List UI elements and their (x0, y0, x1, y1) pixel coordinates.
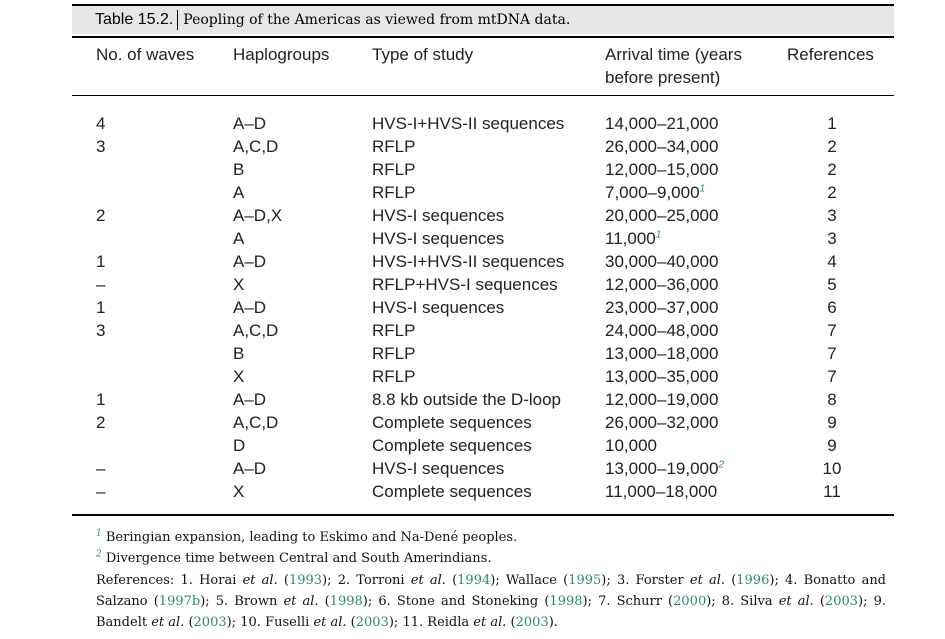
table-row (0, 250, 945, 273)
cell-arrival-text: 7,000–9,000 (605, 183, 700, 202)
cell-haplogroups-text: A,C,D (233, 321, 279, 340)
reference-year-link[interactable]: 2003 (193, 615, 227, 630)
cell-reference (812, 319, 852, 342)
reference-author: Horai (199, 573, 237, 588)
reference-etal: et al. (313, 615, 347, 630)
reference-etal: et al. (778, 594, 814, 609)
footnote-2 (96, 548, 886, 569)
cell-haplogroups-text: X (233, 482, 245, 501)
cell-study (372, 112, 564, 135)
reference-number: 4. (785, 573, 798, 588)
reference-etal: et al. (689, 573, 726, 588)
title-separator (177, 10, 178, 30)
cell-reference (812, 204, 852, 227)
reference-etal: et al. (473, 615, 507, 630)
cell-reference-text: 2 (827, 137, 837, 156)
cell-reference-text: 2 (827, 160, 837, 179)
cell-reference-text: 11 (823, 482, 841, 501)
cell-reference (812, 457, 852, 480)
cell-study (372, 250, 564, 273)
footnote-ref-mark[interactable]: 1 (655, 229, 662, 241)
cell-haplogroups (233, 457, 266, 480)
cell-waves-text: 2 (96, 206, 106, 225)
cell-reference (812, 480, 852, 503)
cell-haplogroups-text: B (233, 160, 245, 179)
table-row (0, 204, 945, 227)
references-list: References: 1. Horai et al. (1993); 2. Torroni et al. (1994); Wallace (1995); 3. Forster et al. (1996); 4. Bonatto and Salzano (1997b); 5. Brown et al. (1998); 6. Stone and Stoneking (1998); 7. Schurr (2000); 8. Silva et al. (2003); 9. Bandelt et al. (2003); 10. Fuselli et al. (2003); 11. Reidla et al. (2003). (96, 573, 887, 630)
cell-reference (812, 296, 852, 319)
cell-haplogroups (233, 480, 244, 503)
cell-waves (96, 411, 105, 434)
cell-arrival-text: 23,000–37,000 (605, 298, 719, 317)
cell-reference-text: 3 (827, 206, 837, 225)
cell-arrival (605, 434, 657, 457)
table-row (0, 158, 945, 181)
table-row (0, 480, 945, 503)
cell-study-text: HVS-I+HVS-II sequences (372, 114, 565, 133)
cell-waves-text: 3 (96, 137, 106, 156)
cell-waves-text: – (96, 275, 106, 294)
cell-waves (96, 273, 105, 296)
cell-arrival-text: 12,000–15,000 (605, 160, 719, 179)
cell-haplogroups-text: A–D (233, 390, 267, 409)
reference-separator: ; (327, 573, 332, 588)
table-row (0, 181, 945, 204)
cell-study-text: RFLP (372, 367, 416, 386)
table-body (0, 112, 945, 503)
table-header-rule (72, 95, 894, 96)
cell-study-text: Complete sequences (372, 482, 532, 501)
cell-reference-text: 3 (827, 229, 837, 248)
cell-haplogroups (233, 158, 244, 181)
cell-waves (96, 457, 105, 480)
reference-number: 5. (215, 594, 229, 609)
reference-number: 3. (616, 573, 630, 588)
cell-study-text: RFLP (372, 321, 416, 340)
reference-author: Fuselli (265, 615, 310, 630)
cell-reference (812, 342, 852, 365)
cell-waves-text: 4 (96, 114, 106, 133)
cell-haplogroups (233, 342, 244, 365)
reference-separator: ; (393, 615, 399, 630)
reference-year-link[interactable]: 2000 (673, 594, 707, 609)
cell-haplogroups (233, 296, 266, 319)
cell-haplogroups-text: A (233, 229, 245, 248)
cell-reference-text: 7 (827, 367, 837, 386)
reference-separator: ; (711, 594, 716, 609)
cell-study (372, 480, 532, 503)
reference-author: Torroni (356, 573, 405, 588)
reference-author: Schurr (616, 594, 662, 609)
cell-arrival (605, 411, 718, 434)
table-bottom-rule (72, 514, 894, 516)
cell-arrival-text: 30,000–40,000 (605, 252, 719, 271)
cell-arrival-text: 13,000–18,000 (605, 344, 719, 363)
cell-reference (812, 158, 852, 181)
reference-year-link[interactable]: 1996 (736, 573, 770, 588)
cell-arrival-text: 11,000 (605, 229, 656, 248)
cell-haplogroups-text: A–D (233, 114, 267, 133)
cell-haplogroups-text: A,C,D (233, 137, 279, 156)
cell-study (372, 434, 532, 457)
cell-waves (96, 204, 105, 227)
cell-haplogroups-text: X (233, 367, 245, 386)
cell-waves (96, 388, 105, 411)
cell-arrival-text: 24,000–48,000 (605, 321, 719, 340)
cell-haplogroups (233, 250, 266, 273)
table-row (0, 434, 945, 457)
footnote-ref-mark[interactable]: 2 (718, 459, 725, 471)
cell-waves-text: 1 (96, 252, 106, 271)
cell-reference-text: 9 (827, 436, 837, 455)
table-row (0, 135, 945, 158)
reference-separator: . (553, 615, 558, 630)
cell-waves (96, 480, 105, 503)
cell-haplogroups-text: A (233, 183, 245, 202)
table-row (0, 319, 945, 342)
cell-arrival-text: 26,000–32,000 (605, 413, 719, 432)
cell-study-text: HVS-I sequences (372, 229, 505, 248)
cell-reference (812, 181, 852, 204)
reference-author: Forster (635, 573, 684, 588)
cell-haplogroups (233, 204, 282, 227)
reference-separator: ; (587, 594, 592, 609)
cell-haplogroups-text: D (233, 436, 246, 455)
cell-haplogroups (233, 411, 278, 434)
cell-arrival-text: 10,000 (605, 436, 657, 455)
cell-arrival (605, 457, 724, 480)
table-row (0, 273, 945, 296)
reference-etal: et al. (283, 594, 319, 609)
cell-waves (96, 250, 105, 273)
cell-study (372, 204, 504, 227)
cell-reference (812, 250, 852, 273)
reference-year-link[interactable]: 2003 (355, 615, 389, 630)
cell-waves-text: 3 (96, 321, 106, 340)
cell-arrival-text: 12,000–36,000 (605, 275, 719, 294)
cell-waves-text: 2 (96, 413, 106, 432)
cell-reference (812, 434, 852, 457)
reference-etal: et al. (242, 573, 278, 588)
cell-study (372, 319, 415, 342)
cell-haplogroups (233, 112, 266, 135)
reference-separator: ; (231, 615, 237, 630)
cell-reference-text: 5 (827, 275, 837, 294)
cell-arrival-text: 12,000–19,000 (605, 390, 719, 409)
reference-author: Stone and Stoneking (396, 594, 539, 609)
reference-author: Reidla (427, 615, 470, 630)
cell-study-text: RFLP (372, 344, 416, 363)
table-top-rule (72, 36, 894, 38)
cell-study-text: HVS-I+HVS-II sequences (372, 252, 565, 271)
cell-reference (812, 273, 852, 296)
reference-author: Wallace (505, 573, 557, 588)
cell-reference-text: 9 (827, 413, 837, 432)
reference-number: 7. (598, 594, 611, 609)
cell-study (372, 227, 504, 250)
cell-study (372, 296, 504, 319)
cell-haplogroups-text: A–D (233, 459, 267, 478)
table-row (0, 365, 945, 388)
footnote-2-mark: 2 (96, 549, 102, 560)
reference-author: Silva (740, 594, 773, 609)
cell-reference (812, 388, 852, 411)
cell-reference-text: 1 (827, 114, 837, 133)
cell-arrival-text: 20,000–25,000 (605, 206, 719, 225)
cell-reference-text: 7 (827, 321, 837, 340)
cell-study (372, 342, 415, 365)
reference-number: 11. (402, 615, 424, 630)
cell-study (372, 388, 561, 411)
cell-haplogroups-text: B (233, 344, 245, 363)
cell-study-text: RFLP (372, 183, 416, 202)
header-study: Type of study (372, 45, 474, 64)
reference-number: 6. (378, 594, 391, 609)
cell-haplogroups (233, 135, 278, 158)
reference-year-link[interactable]: 2003 (824, 594, 859, 609)
reference-separator: ; (205, 594, 210, 609)
footnotes (96, 527, 886, 633)
reference-year-link[interactable]: 1997b (158, 594, 201, 609)
header-arrival-line2: before present) (605, 68, 721, 87)
footnote-ref-mark[interactable]: 1 (699, 183, 706, 195)
cell-haplogroups-text: X (233, 275, 245, 294)
cell-arrival (605, 296, 718, 319)
reference-year-link[interactable]: 1998 (329, 594, 363, 609)
table-row (0, 112, 945, 135)
header-arrival-line1: Arrival time (years (605, 45, 742, 64)
cell-arrival-text: 14,000–21,000 (605, 114, 719, 133)
cell-waves (96, 112, 105, 135)
footnote-2-text: Divergence time between Central and South Amerindians. (105, 551, 492, 566)
cell-study-text: RFLP (372, 137, 416, 156)
table-row (0, 296, 945, 319)
table-row (0, 457, 945, 480)
table-row (0, 388, 945, 411)
reference-number: 2. (337, 573, 351, 588)
cell-reference-text: 6 (827, 298, 837, 317)
cell-haplogroups (233, 365, 244, 388)
cell-arrival (605, 181, 705, 204)
reference-number: 9. (873, 594, 886, 609)
cell-study-text: Complete sequences (372, 413, 532, 432)
cell-study (372, 158, 415, 181)
reference-author: Bandelt (96, 615, 148, 630)
cell-reference-text: 2 (827, 183, 837, 202)
cell-arrival (605, 250, 718, 273)
reference-year-link[interactable]: 1995 (568, 573, 602, 588)
cell-reference-text: 8 (827, 390, 837, 409)
cell-reference (812, 112, 852, 135)
header-waves: No. of waves (96, 45, 195, 64)
cell-haplogroups (233, 319, 278, 342)
cell-study-text: HVS-I sequences (372, 459, 505, 478)
cell-haplogroups (233, 227, 244, 250)
cell-study-text: Complete sequences (372, 436, 532, 455)
cell-reference (812, 135, 852, 158)
reference-separator: ; (367, 594, 373, 609)
cell-arrival (605, 204, 718, 227)
cell-arrival (605, 273, 718, 296)
reference-year-link[interactable]: 2003 (515, 615, 549, 630)
cell-arrival-text: 26,000–34,000 (605, 137, 719, 156)
cell-study (372, 457, 504, 480)
cell-haplogroups (233, 181, 244, 204)
header-arrival (605, 43, 775, 89)
table-row (0, 342, 945, 365)
reference-number: 8. (721, 594, 735, 609)
cell-study (372, 411, 532, 434)
cell-waves-text: – (96, 482, 106, 501)
reference-year-link[interactable]: 1998 (549, 594, 583, 609)
cell-reference (812, 227, 852, 250)
cell-arrival (605, 135, 718, 158)
cell-study (372, 135, 415, 158)
cell-waves-text: 1 (96, 390, 106, 409)
cell-reference-text: 4 (827, 252, 837, 271)
cell-arrival-text: 11,000–18,000 (605, 482, 718, 501)
reference-separator: ; (495, 573, 500, 588)
cell-reference-text: 7 (827, 344, 837, 363)
cell-reference-text: 10 (822, 459, 842, 478)
cell-haplogroups (233, 434, 245, 457)
cell-study-text: RFLP+HVS-I sequences (372, 275, 558, 294)
cell-waves (96, 296, 105, 319)
cell-study-text: RFLP (372, 160, 416, 179)
cell-haplogroups (233, 273, 244, 296)
cell-waves (96, 135, 105, 158)
cell-arrival (605, 112, 718, 135)
reference-author: Bonatto and Salzano (96, 573, 887, 609)
cell-waves-text: – (96, 459, 106, 478)
cell-haplogroups-text: A–D,X (233, 206, 283, 225)
cell-arrival (605, 480, 717, 503)
reference-etal: et al. (151, 615, 185, 630)
cell-waves-text: 1 (96, 298, 106, 317)
footnote-1-text: Beringian expansion, leading to Eskimo and Na-Dené peoples. (105, 530, 518, 545)
cell-arrival (605, 158, 718, 181)
cell-study-text: HVS-I sequences (372, 206, 505, 225)
references-lead: References: (96, 573, 175, 588)
reference-separator: ; (863, 594, 868, 609)
cell-arrival-text: 13,000–19,000 (605, 459, 719, 478)
reference-year-link[interactable]: 1994 (457, 573, 491, 588)
cell-study (372, 181, 415, 204)
reference-year-link[interactable]: 1993 (288, 573, 323, 588)
reference-etal: et al. (410, 573, 446, 588)
table-row (0, 227, 945, 250)
reference-separator: ; (774, 573, 779, 588)
reference-author: Brown (234, 594, 278, 609)
cell-reference (812, 365, 852, 388)
header-references: References (787, 45, 874, 64)
header-haplogroups: Haplogroups (233, 45, 330, 64)
cell-haplogroups-text: A–D (233, 298, 267, 317)
reference-separator: ; (606, 573, 611, 588)
table-label: Table 15.2. (95, 11, 174, 28)
footnote-1-mark: 1 (96, 528, 102, 539)
table-title: Peopling of the Americas as viewed from mtDNA data. (183, 12, 571, 28)
reference-number: 10. (240, 615, 261, 630)
cell-arrival (605, 319, 718, 342)
cell-arrival-text: 13,000–35,000 (605, 367, 719, 386)
cell-waves (96, 319, 105, 342)
cell-arrival (605, 227, 661, 250)
footnote-1 (96, 527, 886, 548)
cell-study (372, 273, 558, 296)
cell-study-text: 8.8 kb outside the D-loop (372, 390, 562, 409)
reference-number: 1. (180, 573, 193, 588)
cell-reference (812, 411, 852, 434)
table-row (0, 411, 945, 434)
cell-study-text: HVS-I sequences (372, 298, 505, 317)
table-title-bar (72, 4, 894, 34)
cell-arrival (605, 388, 718, 411)
cell-haplogroups-text: A–D (233, 252, 267, 271)
cell-haplogroups (233, 388, 266, 411)
cell-study (372, 365, 415, 388)
cell-arrival (605, 342, 718, 365)
cell-arrival (605, 365, 718, 388)
cell-haplogroups-text: A,C,D (233, 413, 279, 432)
